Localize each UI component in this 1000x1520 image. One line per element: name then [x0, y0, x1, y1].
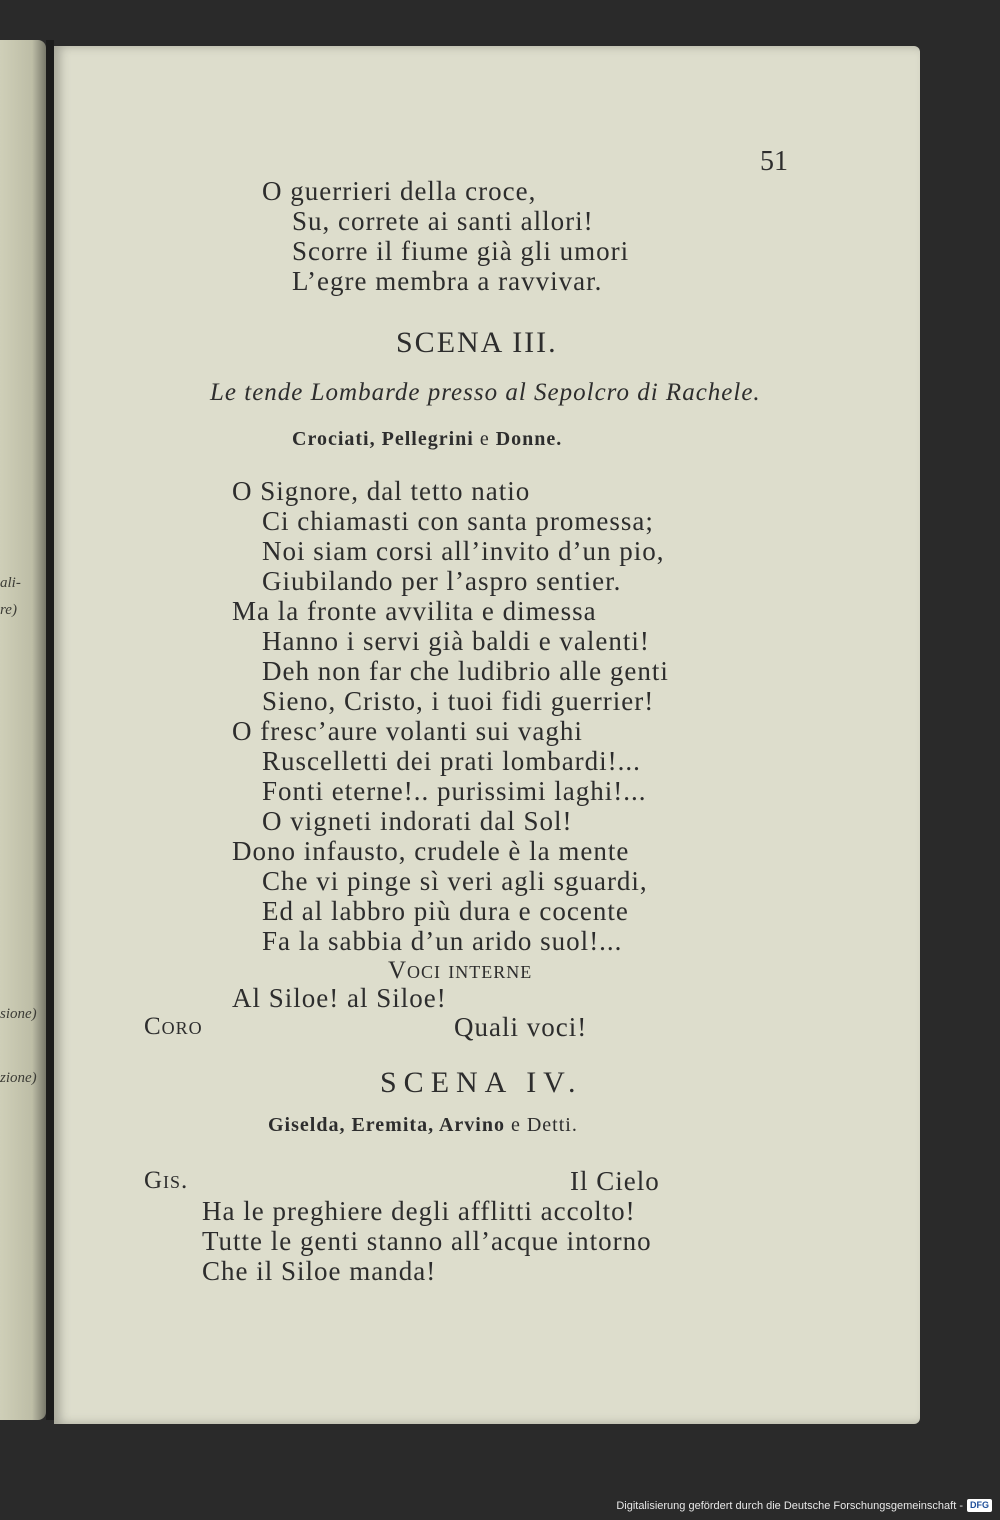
verse-line: O vigneti indorati dal Sol!	[262, 806, 573, 836]
characters-conjunction: e	[479, 428, 490, 450]
margin-fragment: sione)	[0, 1006, 37, 1022]
scene-characters	[292, 428, 562, 451]
verse-line: O fresc’aure volanti sui vaghi	[232, 716, 583, 746]
verse-line: L’egre membra a ravvivar.	[292, 266, 603, 296]
stage-direction: Voci interne	[388, 957, 533, 984]
margin-fragment: ali-	[0, 575, 21, 591]
verse-line: Che vi pinge sì veri agli sguardi,	[262, 866, 648, 896]
speaker-label: Gis.	[144, 1167, 189, 1194]
verse-line: O guerrieri della croce,	[262, 176, 537, 206]
scene-setting: Le tende Lombarde presso al Sepolcro di Rachele.	[210, 379, 761, 406]
characters-bold: Giselda, Eremita, Arvino	[268, 1114, 505, 1136]
verse-line: Noi siam corsi all’invito d’un pio,	[262, 536, 665, 566]
verse-line: Su, correte ai santi allori!	[292, 206, 594, 236]
margin-fragment: zione)	[0, 1070, 37, 1086]
page-number: 51	[760, 146, 788, 177]
verse-line: Ruscelletti dei prati lombardi!...	[262, 746, 641, 776]
verse-line: Ha le preghiere degli afflitti accolto!	[202, 1196, 636, 1226]
verse-line: Sieno, Cristo, i tuoi fidi guerrier!	[262, 686, 655, 716]
verse-line: Ci chiamasti con santa promessa;	[262, 506, 654, 536]
previous-page-edge	[0, 40, 46, 1420]
verse-line: Fonti eterne!.. purissimi laghi!...	[262, 776, 647, 806]
verse-line: Scorre il fiume già gli umori	[292, 236, 630, 266]
scene-title: SCENA IV.	[380, 1066, 583, 1099]
characters-rest: e Detti.	[510, 1114, 578, 1136]
verse-line: Hanno i servi già baldi e valenti!	[262, 626, 650, 656]
verse-line: Quali voci!	[454, 1012, 588, 1042]
verse-line: Il Cielo	[570, 1166, 660, 1196]
verse-line: Ed al labbro più dura e cocente	[262, 896, 629, 926]
speaker-label: Coro	[144, 1013, 203, 1040]
credit-text: Digitalisierung gefördert durch die Deutsche Forschungsgemeinschaft -	[616, 1499, 963, 1512]
verse-line: Tutte le genti stanno all’acque intorno	[202, 1226, 652, 1256]
verse-line: Che il Siloe manda!	[202, 1256, 437, 1286]
verse-line: Deh non far che ludibrio alle genti	[262, 656, 669, 686]
book-spine	[46, 40, 54, 1420]
book-page	[54, 46, 920, 1424]
characters-bold: Donne.	[495, 428, 563, 450]
verse-line: Al Siloe! al Siloe!	[232, 983, 447, 1013]
dfg-logo: DFG	[967, 1499, 992, 1512]
scene-title: SCENA III.	[396, 326, 558, 359]
verse-line: Giubilando per l’aspro sentier.	[262, 566, 622, 596]
verse-line: Dono infausto, crudele è la mente	[232, 836, 630, 866]
margin-fragment: re)	[0, 602, 17, 618]
scene-characters	[268, 1114, 578, 1137]
digitization-credit	[616, 1499, 992, 1512]
verse-line: Ma la fronte avvilita e dimessa	[232, 596, 597, 626]
characters-bold: Crociati, Pellegrini	[292, 428, 474, 450]
verse-line: O Signore, dal tetto natio	[232, 476, 531, 506]
verse-line: Fa la sabbia d’un arido suol!...	[262, 926, 623, 956]
